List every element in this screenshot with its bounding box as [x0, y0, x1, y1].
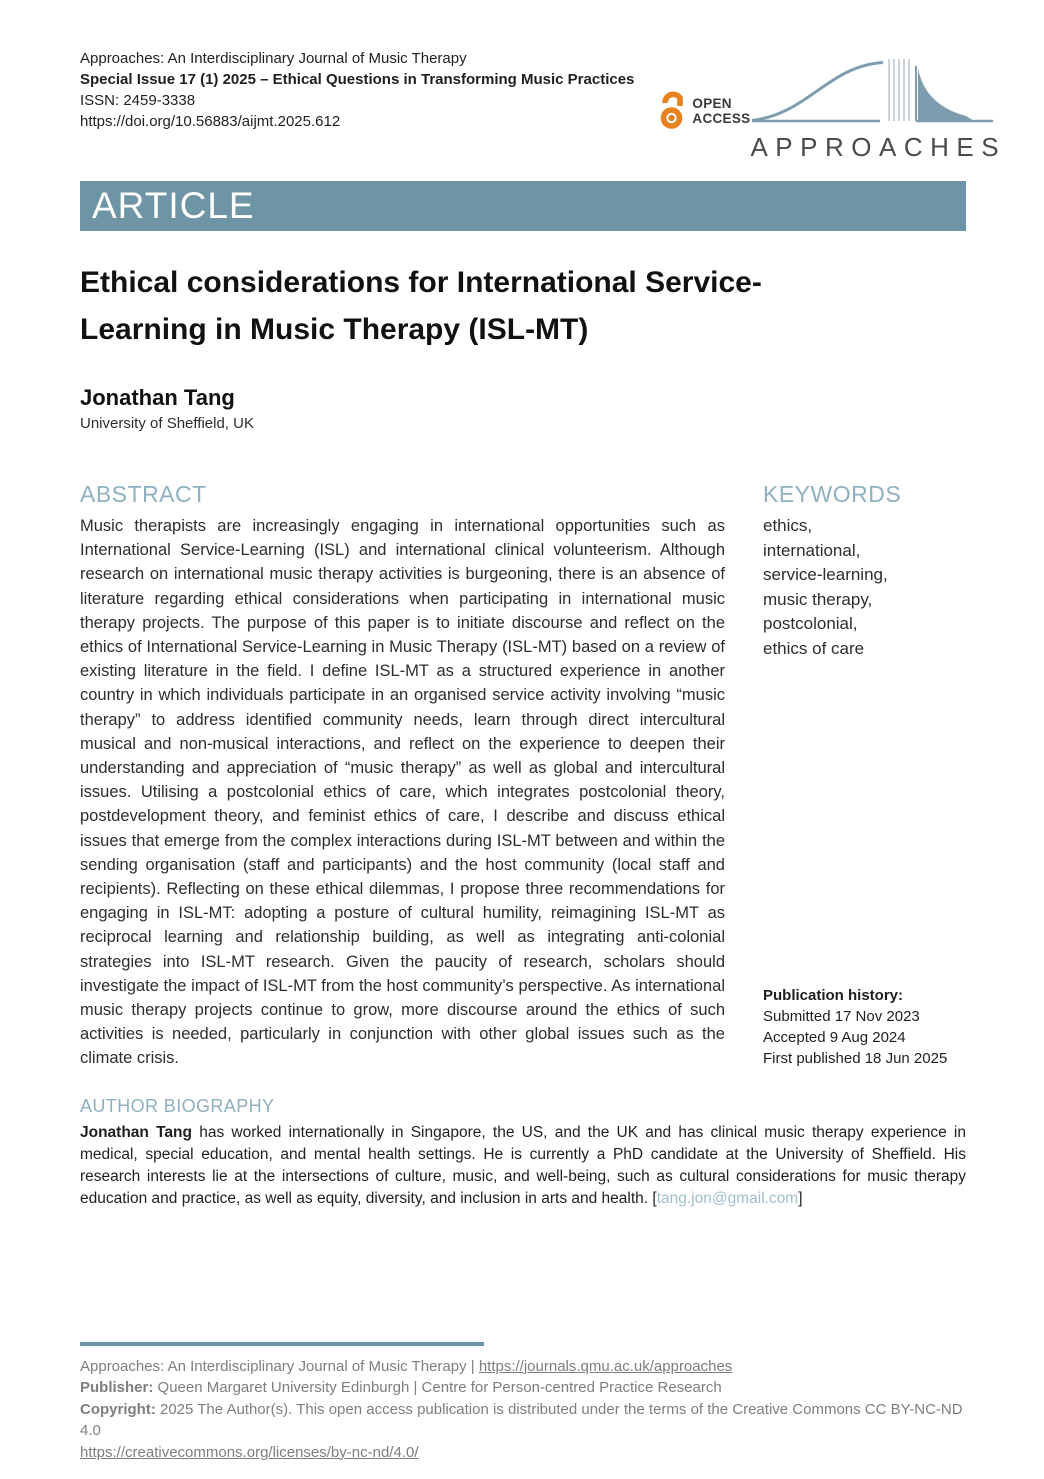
- article-title: Ethical considerations for International Service-Learning in Music Therapy (ISL-MT): [80, 266, 762, 346]
- issue-line: Special Issue 17 (1) 2025 – Ethical Questions in Transforming Music Practices: [80, 71, 635, 88]
- submitted-date: Submitted 17 Nov 2023: [763, 1007, 920, 1025]
- footer-license-link[interactable]: https://creativecommons.org/licenses/by-nc-nd/4.0/: [80, 1443, 419, 1461]
- issn-line: ISSN: 2459-3338: [80, 92, 196, 109]
- accepted-date: Accepted 9 Aug 2024: [763, 1028, 906, 1046]
- open-access-label: OPEN ACCESS: [692, 95, 751, 126]
- article-type-label: ARTICLE: [92, 185, 255, 226]
- keyword-item: music therapy,: [763, 589, 873, 609]
- keywords-section: [763, 480, 966, 661]
- abstract-text: Music therapists are increasingly engaging in international opportunities such as International Service-Learning (ISL) and international clinical volunteerism. Although research on international music therapy activities is burgeoning, there is an absence of literature regarding ethical considerations when participating in international music therapy projects. The purpose of this paper is to initiate discourse and reflect on the ethics of International Service-Learning in Music Therapy (ISL-MT) based on a review of existing literature in the field. I define ISL-MT as a structured experience in another country in which individuals participate in an organised service activity involving “music therapy” to address identified community needs, learn through direct intercultural musical and non-musical interactions, and reflect on the experience to deepen their understanding and appreciation of “music therapy” as well as global and intercultural issues. Utilising a postcolonial ethics of care, which integrates postcolonial theory, postdevelopment theory, and feminist ethics of care, I describe and discuss ethical issues that emerge from the complex interactions during ISL-MT between and within the sending organisation (staff and participants) and the host community (local staff and recipients). Reflecting on these ethical dilemmas, I propose three recommendations for engaging in ISL-MT: adopting a posture of cultural humility, reimagining ISL-MT as reciprocal learning and relationship building, as well as integrating anti-colonial strategies into ISL-MT research. Given the paucity of research, scholars should investigate the impact of ISL-MT from the host community’s perspective. As international music therapy projects continue to grow, more discourse around the ethics of such activities is needed, particularly in conjunction with other global issues such as the climate crisis.: [80, 517, 725, 1068]
- footer-publisher-line: Publisher: Queen Margaret University Edinburgh | Centre for Person-centred Practice Research: [80, 1379, 722, 1397]
- keyword-item: postcolonial,: [763, 614, 858, 633]
- footer-journal-link[interactable]: https://journals.qmu.ac.uk/approaches: [478, 1357, 733, 1375]
- abstract-section: [80, 480, 725, 1071]
- first-published-date: First published 18 Jun 2025: [763, 1049, 948, 1067]
- publication-history-label: Publication history:: [763, 986, 904, 1004]
- footer-divider: [80, 1342, 484, 1346]
- footer-copyright-line: Copyright: 2025 The Author(s). This open access publication is distributed under the terms of the Creative Commons CC BY-NC-ND 4.0: [80, 1400, 963, 1440]
- approaches-logo-text: APPROACHES: [750, 132, 1007, 162]
- footer-journal-line: Approaches: An Interdisciplinary Journal of Music Therapy | https://journals.qmu.ac.uk/approaches: [80, 1357, 733, 1375]
- open-access-badge: [656, 86, 750, 135]
- journal-metadata: [80, 48, 634, 132]
- journal-title-line: Approaches: An Interdisciplinary Journal of Music Therapy: [80, 50, 467, 67]
- keywords-list: [763, 514, 966, 661]
- approaches-logo: [750, 42, 1007, 163]
- page-footer: [80, 1342, 966, 1464]
- bio-bracket-open: [: [652, 1189, 657, 1207]
- bio-author-name: Jonathan Tang: [80, 1123, 192, 1141]
- author-biography-section: [80, 1096, 966, 1210]
- keywords-heading: KEYWORDS: [763, 481, 902, 507]
- author-email-link[interactable]: tang.jon@gmail.com: [656, 1189, 799, 1207]
- author-biography-text: [80, 1122, 966, 1210]
- keyword-item: ethics of care: [763, 638, 865, 658]
- keyword-item: ethics,: [763, 516, 813, 535]
- page-header: [80, 48, 1007, 163]
- abstract-heading: ABSTRACT: [80, 481, 207, 507]
- author-name: Jonathan Tang: [80, 385, 235, 410]
- footer-license-line: [80, 1442, 966, 1464]
- keyword-item: service-learning,: [763, 565, 888, 584]
- author-affiliation: University of Sheffield, UK: [80, 415, 254, 432]
- bio-bracket-close: ]: [798, 1189, 803, 1207]
- publication-history: [763, 985, 966, 1071]
- bio-body: has worked internationally in Singapore, the US, and the UK and has clinical music therapy experience in medical, special education, and mental health settings. He is currently a PhD candidate at the University of Sheffield. His research interests lie at the intersections of culture, music, and well-being, such as cultural considerations for music therapy education and practice, as well as equity, diversity, and inclusion in arts and health.: [80, 1123, 966, 1207]
- author-block: [80, 385, 966, 432]
- footer-text-block: [80, 1356, 966, 1464]
- doi-line: https://doi.org/10.56883/aijmt.2025.612: [80, 113, 341, 130]
- open-access-lock-icon: [656, 86, 687, 135]
- right-sidebar: [763, 480, 966, 1071]
- approaches-logo-icon: [750, 42, 995, 124]
- abstract-keywords-row: [80, 480, 966, 1071]
- article-type-banner: [80, 181, 966, 231]
- author-biography-heading: AUTHOR BIOGRAPHY: [80, 1095, 275, 1116]
- keyword-item: international,: [763, 540, 861, 560]
